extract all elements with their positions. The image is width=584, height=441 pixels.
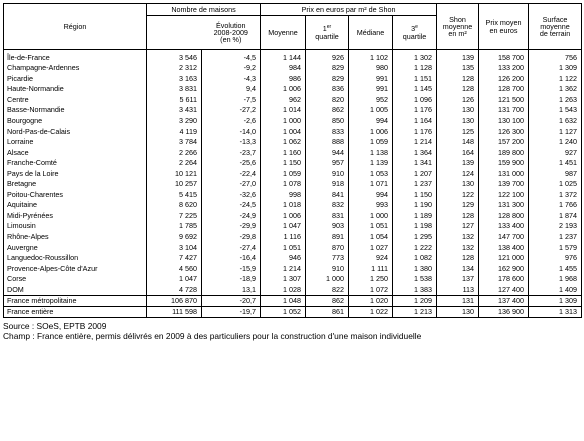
value-cell: -27,2 [202,105,261,116]
value-cell: 991 [349,73,393,84]
value-cell: 984 [261,63,306,74]
value-cell: 122 100 [479,189,529,200]
value-cell: 1 022 [349,306,393,317]
value-cell: 1 240 [529,136,582,147]
value-cell: 861 [306,306,349,317]
table-header [4,4,582,50]
value-cell: 1 313 [529,306,582,317]
value-cell: 1 048 [261,295,306,306]
value-cell: -13,3 [202,136,261,147]
value-cell: 1 968 [529,273,582,284]
region-cell: Nord-Pas-de-Calais [4,126,147,137]
value-cell: 125 [437,126,479,137]
value-cell: 9 692 [147,231,202,242]
value-cell: 1 128 [393,63,437,74]
region-cell: Île-de-France [4,50,147,63]
value-cell: 131 [437,295,479,306]
value-cell: 2 312 [147,63,202,74]
value-cell: 756 [529,50,582,63]
value-cell: 3 290 [147,115,202,126]
value-cell: 1 362 [529,84,582,95]
value-cell: 137 [437,273,479,284]
value-cell: 1 000 [306,273,349,284]
value-cell: 980 [349,63,393,74]
value-cell: 130 [437,115,479,126]
total-row [4,306,582,317]
table-row [4,115,582,126]
value-cell: 1 341 [393,157,437,168]
value-cell: 1 632 [529,115,582,126]
table-row [4,84,582,95]
source-note: Source : SOeS, EPTB 2009 [3,320,107,331]
region-cell: Franche-Comté [4,157,147,168]
value-cell: 1 295 [393,231,437,242]
value-cell: 1 062 [261,136,306,147]
data-table [3,3,582,318]
region-cell: Champagne-Ardennes [4,63,147,74]
region-cell: France entière [4,306,147,317]
header-nb-maisons: Nombre de maisons [147,4,261,16]
value-cell: 1 766 [529,200,582,211]
value-cell: 1 263 [529,94,582,105]
value-cell: 1 150 [393,189,437,200]
value-cell: 850 [306,115,349,126]
value-cell: 924 [349,252,393,263]
value-cell: -29,8 [202,231,261,242]
header-nb-empty [147,16,202,50]
value-cell: 862 [306,105,349,116]
value-cell: 841 [306,189,349,200]
value-cell: 1 096 [393,94,437,105]
value-cell: -14,0 [202,126,261,137]
value-cell: 1 116 [261,231,306,242]
region-cell: Bretagne [4,179,147,190]
value-cell: 7 427 [147,252,202,263]
value-cell: 128 700 [479,84,529,95]
region-cell: Pays de la Loire [4,168,147,179]
region-cell: Midi-Pyrénées [4,210,147,221]
value-cell: 1 164 [393,115,437,126]
header-moyenne: Moyenne [261,16,306,50]
value-cell: 820 [306,94,349,105]
value-cell: 189 800 [479,147,529,158]
value-cell: 148 [437,136,479,147]
table-row [4,157,582,168]
table-row [4,189,582,200]
value-cell: 3 784 [147,136,202,147]
value-cell: 1 302 [393,50,437,63]
value-cell: 130 [437,306,479,317]
table-row [4,210,582,221]
value-cell: -27,4 [202,242,261,253]
value-cell: 1 198 [393,221,437,232]
value-cell: 132 [437,242,479,253]
region-cell: Corse [4,273,147,284]
table-row [4,231,582,242]
value-cell: 139 [437,50,479,63]
value-cell: 162 900 [479,263,529,274]
value-cell: 158 700 [479,50,529,63]
value-cell: 1 054 [349,231,393,242]
value-cell: 159 900 [479,157,529,168]
value-cell: 136 900 [479,306,529,317]
value-cell: 106 870 [147,295,202,306]
table-row [4,73,582,84]
value-cell: 926 [306,50,349,63]
value-cell: 128 [437,252,479,263]
table-totals [4,295,582,317]
value-cell: 1 027 [349,242,393,253]
value-cell: 1 237 [529,231,582,242]
value-cell: 4 119 [147,126,202,137]
value-cell: 1 151 [393,73,437,84]
value-cell: 157 200 [479,136,529,147]
value-cell: 1 059 [349,136,393,147]
value-cell: 7 225 [147,210,202,221]
value-cell: -27,0 [202,179,261,190]
value-cell: 1 006 [261,84,306,95]
value-cell: 178 600 [479,273,529,284]
value-cell: 1 122 [529,73,582,84]
value-cell: 1 004 [261,126,306,137]
value-cell: 129 [437,200,479,211]
table-row [4,221,582,232]
value-cell: -20,7 [202,295,261,306]
value-cell: -16,4 [202,252,261,263]
region-cell: France métropolitaine [4,295,147,306]
value-cell: 2 264 [147,157,202,168]
value-cell: 111 598 [147,306,202,317]
value-cell: 1 051 [261,242,306,253]
value-cell: 128 [437,210,479,221]
value-cell: 1 190 [393,200,437,211]
header-evolution: Évolution 2008-2009 (en %) [202,16,261,50]
value-cell: 1 082 [393,252,437,263]
value-cell: 1 139 [349,157,393,168]
value-cell: 1 176 [393,126,437,137]
value-cell: 991 [349,84,393,95]
header-shon: Shon moyenne en m² [437,4,479,50]
value-cell: 891 [306,231,349,242]
value-cell: 3 104 [147,242,202,253]
value-cell: -15,9 [202,263,261,274]
header-q1: 1er quartile [306,16,349,50]
region-cell: Rhône-Alpes [4,231,147,242]
value-cell: 126 300 [479,126,529,137]
region-cell: Provence-Alpes-Côte d'Azur [4,263,147,274]
header-surface: Surface moyenne de terrain [529,4,582,50]
value-cell: 1 222 [393,242,437,253]
value-cell: 133 400 [479,221,529,232]
value-cell: 1 309 [529,295,582,306]
value-cell: 962 [261,94,306,105]
value-cell: 1 213 [393,306,437,317]
value-cell: 130 100 [479,115,529,126]
value-cell: 128 [437,84,479,95]
value-cell: 135 [437,63,479,74]
value-cell: 1 409 [529,284,582,295]
value-cell: 1 579 [529,242,582,253]
value-cell: 127 [437,221,479,232]
value-cell: 139 700 [479,179,529,190]
value-cell: 1 874 [529,210,582,221]
value-cell: 3 163 [147,73,202,84]
value-cell: 862 [306,295,349,306]
value-cell: 1 111 [349,263,393,274]
value-cell: 1 176 [393,105,437,116]
value-cell: 1 006 [349,126,393,137]
value-cell: 138 400 [479,242,529,253]
value-cell: 1 189 [393,210,437,221]
value-cell: 1 006 [261,210,306,221]
region-cell: Alsace [4,147,147,158]
value-cell: 1 785 [147,221,202,232]
region-cell: Limousin [4,221,147,232]
value-cell: 870 [306,242,349,253]
region-cell: DOM [4,284,147,295]
value-cell: -24,5 [202,200,261,211]
region-cell: Basse-Normandie [4,105,147,116]
value-cell: 9,4 [202,84,261,95]
value-cell: 1 237 [393,179,437,190]
value-cell: 121 500 [479,94,529,105]
table-row [4,179,582,190]
value-cell: 128 800 [479,210,529,221]
value-cell: -7,5 [202,94,261,105]
header-prix-moyen: Prix moyen en euros [479,4,529,50]
table-row [4,200,582,211]
value-cell: 957 [306,157,349,168]
region-cell: Lorraine [4,136,147,147]
value-cell: 1 018 [261,200,306,211]
value-cell: 1 307 [261,273,306,284]
value-cell: 1 071 [349,179,393,190]
value-cell: 1 160 [261,147,306,158]
value-cell: -9,2 [202,63,261,74]
value-cell: 1 000 [349,210,393,221]
value-cell: -18,9 [202,273,261,284]
value-cell: 829 [306,63,349,74]
value-cell: 130 [437,179,479,190]
value-cell: 4 560 [147,263,202,274]
value-cell: 1 052 [261,306,306,317]
value-cell: 1 150 [261,157,306,168]
value-cell: 987 [529,168,582,179]
table-row [4,105,582,116]
value-cell: -4,5 [202,50,261,63]
value-cell: 10 121 [147,168,202,179]
value-cell: 128 [437,73,479,84]
value-cell: 13,1 [202,284,261,295]
value-cell: 4 728 [147,284,202,295]
value-cell: 773 [306,252,349,263]
value-cell: 1 383 [393,284,437,295]
value-cell: 986 [261,73,306,84]
value-cell: 2 193 [529,221,582,232]
value-cell: 993 [349,200,393,211]
value-cell: 1 309 [529,63,582,74]
value-cell: 132 [437,231,479,242]
header-mediane: Médiane [349,16,393,50]
value-cell: 831 [306,210,349,221]
value-cell: 134 [437,263,479,274]
value-cell: 1 364 [393,147,437,158]
value-cell: 1 372 [529,189,582,200]
value-cell: 113 [437,284,479,295]
value-cell: -25,6 [202,157,261,168]
value-cell: 1 014 [261,105,306,116]
value-cell: -29,9 [202,221,261,232]
value-cell: 131 300 [479,200,529,211]
value-cell: 822 [306,284,349,295]
table-row [4,252,582,263]
value-cell: 10 257 [147,179,202,190]
value-cell: 927 [529,147,582,158]
value-cell: 2 266 [147,147,202,158]
value-cell: 946 [261,252,306,263]
region-cell: Bourgogne [4,115,147,126]
table-notes [3,321,581,341]
value-cell: -32,6 [202,189,261,200]
value-cell: 944 [306,147,349,158]
header-prix-m2: Prix en euros par m² de Shon [261,4,437,16]
value-cell: 3 546 [147,50,202,63]
value-cell: -24,9 [202,210,261,221]
value-cell: 1 138 [349,147,393,158]
value-cell: 147 700 [479,231,529,242]
region-cell: Poitou-Charentes [4,189,147,200]
value-cell: 126 200 [479,73,529,84]
region-cell: Haute-Normandie [4,84,147,95]
value-cell: 1 207 [393,168,437,179]
total-row [4,295,582,306]
value-cell: 139 [437,157,479,168]
value-cell: 1 072 [349,284,393,295]
value-cell: 1 005 [349,105,393,116]
value-cell: 998 [261,189,306,200]
value-cell: 1 127 [529,126,582,137]
value-cell: 1 051 [349,221,393,232]
value-cell: 1 214 [393,136,437,147]
value-cell: 1 000 [261,115,306,126]
table-row [4,50,582,63]
region-cell: Languedoc-Roussillon [4,252,147,263]
value-cell: -2,6 [202,115,261,126]
value-cell: 910 [306,168,349,179]
value-cell: 3 431 [147,105,202,116]
table-row [4,136,582,147]
header-q3: 3e quartile [393,16,437,50]
value-cell: 1 144 [261,50,306,63]
value-cell: 888 [306,136,349,147]
value-cell: 829 [306,73,349,84]
value-cell: 1 214 [261,263,306,274]
value-cell: 994 [349,189,393,200]
table-row [4,242,582,253]
value-cell: 1 020 [349,295,393,306]
value-cell: -22,4 [202,168,261,179]
value-cell: 1 455 [529,263,582,274]
region-cell: Centre [4,94,147,105]
value-cell: 918 [306,179,349,190]
region-cell: Aquitaine [4,200,147,211]
value-cell: 121 000 [479,252,529,263]
value-cell: 952 [349,94,393,105]
value-cell: 1 451 [529,157,582,168]
value-cell: 976 [529,252,582,263]
table-row [4,126,582,137]
value-cell: -23,7 [202,147,261,158]
header-region: Région [4,4,147,50]
table-row [4,63,582,74]
table-row [4,273,582,284]
value-cell: 1 102 [349,50,393,63]
value-cell: 1 047 [147,273,202,284]
value-cell: -4,3 [202,73,261,84]
value-cell: 1 209 [393,295,437,306]
value-cell: 903 [306,221,349,232]
value-cell: 5 415 [147,189,202,200]
value-cell: 1 078 [261,179,306,190]
value-cell: 130 [437,105,479,116]
value-cell: 833 [306,126,349,137]
value-cell: 1 053 [349,168,393,179]
value-cell: 133 200 [479,63,529,74]
value-cell: 1 047 [261,221,306,232]
value-cell: 137 400 [479,295,529,306]
value-cell: 126 [437,94,479,105]
value-cell: 836 [306,84,349,95]
value-cell: 994 [349,115,393,126]
value-cell: 1 543 [529,105,582,116]
value-cell: 3 831 [147,84,202,95]
value-cell: 5 611 [147,94,202,105]
value-cell: 910 [306,263,349,274]
region-cell: Picardie [4,73,147,84]
value-cell: 131 700 [479,105,529,116]
value-cell: 832 [306,200,349,211]
value-cell: 1 380 [393,263,437,274]
value-cell: 1 025 [529,179,582,190]
value-cell: 1 250 [349,273,393,284]
value-cell: 124 [437,168,479,179]
table-container [3,3,581,341]
table-row [4,94,582,105]
table-row [4,284,582,295]
value-cell: 1 538 [393,273,437,284]
value-cell: 1 059 [261,168,306,179]
value-cell: 131 000 [479,168,529,179]
value-cell: -19,7 [202,306,261,317]
table-row [4,168,582,179]
champ-note: Champ : France entière, permis délivrés en 2009 à des particuliers pour la construction d'une maison individuelle [3,330,422,341]
table-row [4,147,582,158]
region-cell: Auvergne [4,242,147,253]
value-cell: 1 028 [261,284,306,295]
value-cell: 122 [437,189,479,200]
value-cell: 164 [437,147,479,158]
value-cell: 127 400 [479,284,529,295]
table-row [4,263,582,274]
value-cell: 8 620 [147,200,202,211]
value-cell: 1 145 [393,84,437,95]
table-body [4,50,582,296]
